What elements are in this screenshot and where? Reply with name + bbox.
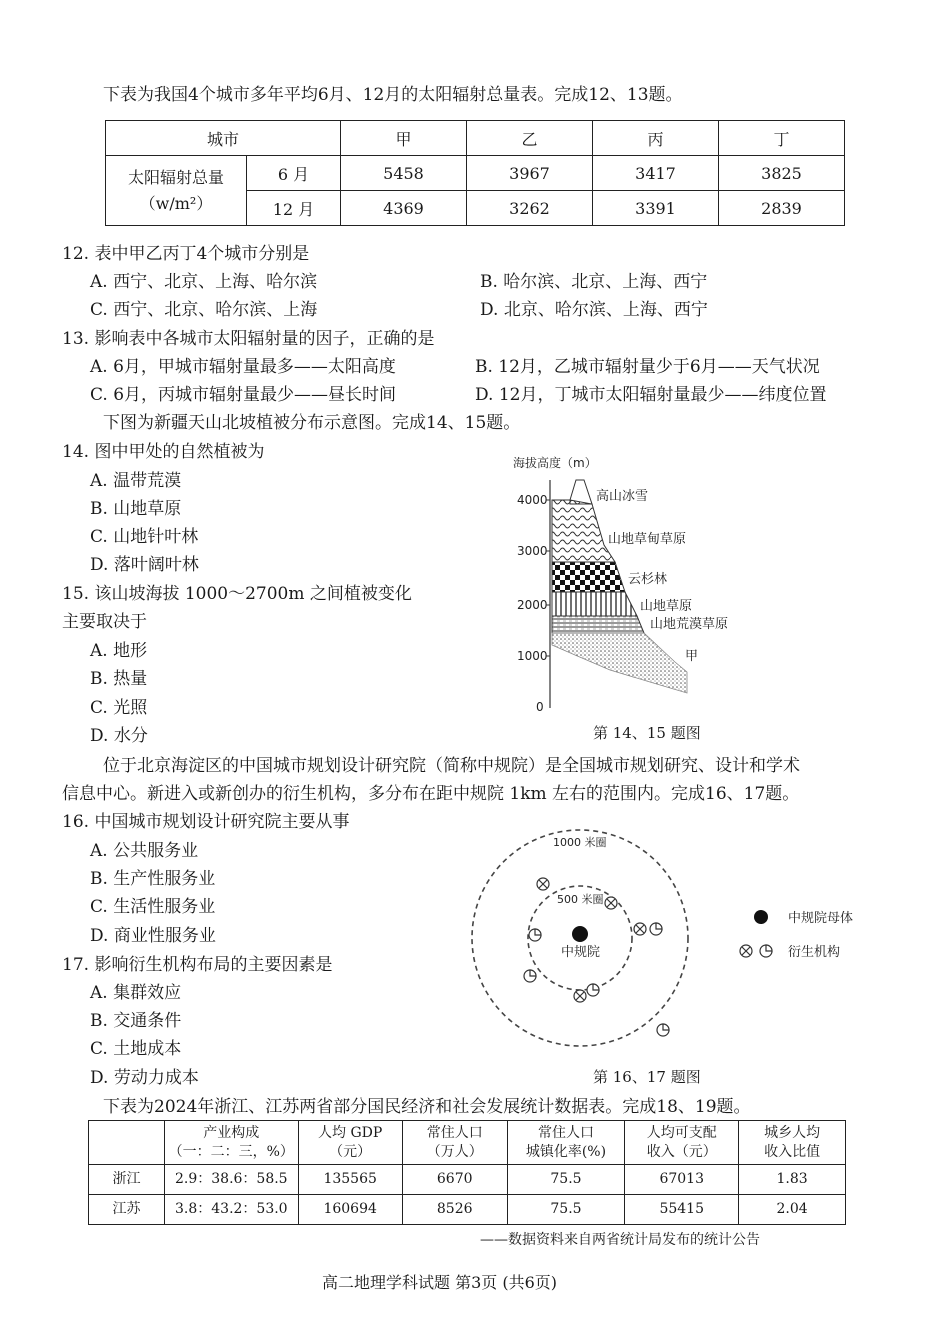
q15-option-b: B. 热量: [90, 669, 148, 689]
band-mountain-steppe: [552, 592, 637, 616]
fig1-label-desert-steppe: 山地荒漠草原: [650, 617, 729, 632]
table2-row-name: 浙江: [89, 1165, 165, 1195]
band-temperate-desert: [552, 633, 687, 693]
province-stats-table: [88, 1120, 846, 1225]
table1-month: 12 月: [247, 191, 341, 226]
table2-cell: 3.8：43.2：53.0: [165, 1195, 299, 1225]
page-footer: 高二地理学科试题 第3页 (共6页): [322, 1273, 558, 1292]
table2-cell: 55415: [625, 1195, 739, 1225]
q12-option-d: D. 北京、哈尔滨、上海、西宁: [480, 300, 708, 320]
derived-marker-cross: [605, 897, 617, 909]
q15-stem: 15. 该山坡海拔 1000～2700m 之间植被变化: [62, 584, 412, 604]
fig1-label-snow: 高山冰雪: [596, 489, 649, 504]
table2-header-line: 收入比值: [764, 1143, 821, 1160]
table2-header-line: 人均 GDP: [318, 1124, 383, 1141]
fig1-ytick: 4000: [517, 493, 548, 507]
q12-option-a: A. 西宁、北京、上海、哈尔滨: [90, 272, 318, 292]
table2-cell: 75.5: [507, 1165, 625, 1195]
table2-cell: 2.04: [739, 1195, 846, 1225]
table1-cell: 3825: [719, 156, 845, 191]
derived-marker-cross: [537, 878, 549, 890]
fig2-outer-label: 1000 米圈: [553, 836, 607, 849]
table2-source: ——数据资料来自两省统计局发布的统计公告: [480, 1232, 760, 1248]
table1-row-label: [106, 156, 247, 226]
derived-marker-pie: [657, 1024, 669, 1036]
fig2-legend-derived: 衍生机构: [788, 945, 841, 960]
table2-cell: 6670: [402, 1165, 507, 1195]
parent-institution-marker: [572, 926, 588, 942]
table2-header-line: 常住人口: [426, 1124, 483, 1141]
derived-marker-pie: [650, 923, 662, 935]
fig2-legend-parent: 中规院母体: [788, 911, 854, 926]
q16-option-c: C. 生活性服务业: [90, 897, 216, 917]
table2-cell: 75.5: [507, 1195, 625, 1225]
q14-option-c: C. 山地针叶林: [90, 527, 199, 547]
legend-derived-markers: [740, 945, 772, 957]
q14-option-a: A. 温带荒漠: [90, 471, 182, 491]
table1-row-label-2: （w/m²）: [139, 193, 213, 213]
q12-stem: 12. 表中甲乙丙丁4个城市分别是: [62, 244, 310, 264]
q15-option-a: A. 地形: [90, 641, 148, 661]
fig1-label-steppe: 山地草原: [640, 599, 693, 614]
table2-header: [165, 1121, 299, 1165]
intro-3-line2: 信息中心。新进入或新创办的衍生机构，多分布在距中规院 1km 左右的范围内。完成16、17题。: [62, 784, 800, 804]
table1-header-city-d: 丁: [719, 121, 845, 156]
derived-marker-pie: [529, 929, 541, 941]
q13-option-b: B. 12月，乙城市辐射量少于6月——天气状况: [475, 357, 820, 377]
q12-option-c: C. 西宁、北京、哈尔滨、上海: [90, 300, 318, 320]
table1-cell: 3417: [593, 156, 719, 191]
q17-option-d: D. 劳动力成本: [90, 1068, 199, 1088]
band-desert-steppe: [552, 616, 644, 633]
table2-cell: 2.9：38.6：58.5: [165, 1165, 299, 1195]
intro-1: 下表为我国4个城市多年平均6月、12月的太阳辐射总量表。完成12、13题。: [103, 85, 683, 105]
table1-row-label-1: 太阳辐射总量: [127, 167, 224, 187]
fig2-caption: 第 16、17 题图: [593, 1068, 701, 1086]
q16-option-d: D. 商业性服务业: [90, 926, 216, 946]
table2-cell: 8526: [402, 1195, 507, 1225]
intro-2: 下图为新疆天山北坡植被分布示意图。完成14、15题。: [103, 413, 521, 433]
intro-4: 下表为2024年浙江、江苏两省部分国民经济和社会发展统计数据表。完成18、19题。: [103, 1097, 751, 1117]
fig1-ytick: 2000: [517, 598, 548, 612]
table2-header: [507, 1121, 625, 1165]
fig1-ytick: 3000: [517, 544, 548, 558]
table2-cell: 160694: [298, 1195, 402, 1225]
table2-header: [402, 1121, 507, 1165]
table2-header: [625, 1121, 739, 1165]
table1-cell: 2839: [719, 191, 845, 226]
q12-option-b: B. 哈尔滨、北京、上海、西宁: [480, 272, 708, 292]
table2-cell: 1.83: [739, 1165, 846, 1195]
q13-option-c: C. 6月，丙城市辐射量最少——昼长时间: [90, 385, 397, 405]
vegetation-profile-figure: [500, 450, 760, 720]
table2-cell: 67013: [625, 1165, 739, 1195]
q14-stem: 14. 图中甲处的自然植被为: [62, 442, 265, 462]
q13-option-d: D. 12月，丁城市太阳辐射量最少——纬度位置: [475, 385, 827, 405]
table2-corner: [89, 1121, 165, 1165]
derived-institution-figure: [465, 825, 865, 1065]
table1-header-city: 城市: [106, 121, 341, 156]
derived-marker-cross: [634, 923, 646, 935]
table1-cell: 3262: [467, 191, 593, 226]
table1-cell: 3967: [467, 156, 593, 191]
q13-stem: 13. 影响表中各城市太阳辐射量的因子，正确的是: [62, 329, 435, 349]
q16-stem: 16. 中国城市规划设计研究院主要从事: [62, 812, 350, 832]
q15-option-c: C. 光照: [90, 698, 148, 718]
table2-header-line: （元）: [329, 1143, 372, 1160]
table2-row-name: 江苏: [89, 1195, 165, 1225]
table1-header-city-b: 乙: [467, 121, 593, 156]
q14-option-b: B. 山地草原: [90, 499, 182, 519]
q15-option-d: D. 水分: [90, 726, 148, 746]
fig2-center-label: 中规院: [561, 945, 601, 960]
q14-option-d: D. 落叶阔叶林: [90, 555, 199, 575]
fig1-label-spruce: 云杉林: [628, 572, 668, 587]
derived-marker-pie: [587, 984, 599, 996]
fig1-ytick: 0: [536, 700, 544, 714]
table1-month: 6 月: [247, 156, 341, 191]
fig1-label-meadow: 山地草甸草原: [608, 532, 687, 547]
table2-header-line: 常住人口: [537, 1124, 594, 1141]
q16-option-b: B. 生产性服务业: [90, 869, 216, 889]
fig1-caption: 第 14、15 题图: [593, 724, 701, 742]
band-spruce-forest: [552, 562, 625, 592]
table2-header-line: 收入（元）: [646, 1143, 717, 1160]
q13-option-a: A. 6月，甲城市辐射量最多——太阳高度: [90, 357, 396, 377]
fig1-ytick: 1000: [517, 649, 548, 663]
derived-marker-cross: [574, 990, 586, 1002]
table2-header-line: 城乡人均: [764, 1124, 821, 1141]
intro-3-line1: 位于北京海淀区的中国城市规划设计研究院（简称中规院）是全国城市规划研究、设计和学术: [103, 756, 800, 776]
fig1-label-jia: 甲: [685, 649, 699, 664]
q17-option-b: B. 交通条件: [90, 1011, 182, 1031]
table2-header: [298, 1121, 402, 1165]
fig1-ylabel: 海拔高度（m）: [513, 456, 597, 470]
table1-header-city-a: 甲: [341, 121, 467, 156]
derived-marker-pie: [524, 970, 536, 982]
table1-cell: 3391: [593, 191, 719, 226]
band-alpine-meadow: [552, 500, 615, 562]
q17-option-a: A. 集群效应: [90, 983, 182, 1003]
q17-option-c: C. 土地成本: [90, 1039, 182, 1059]
table1-cell: 5458: [341, 156, 467, 191]
fig2-inner-label: 500 米圈: [557, 893, 604, 906]
legend-parent-marker: [754, 910, 768, 924]
table1-header-city-c: 丙: [593, 121, 719, 156]
table2-header-line: 城镇化率(%): [525, 1143, 607, 1160]
table1-cell: 4369: [341, 191, 467, 226]
q17-stem: 17. 影响衍生机构布局的主要因素是: [62, 955, 333, 975]
q16-option-a: A. 公共服务业: [90, 841, 199, 861]
table2-header: [739, 1121, 846, 1165]
table2-header-line: （一：二：三，%）: [168, 1143, 294, 1160]
table2-header-line: （万人）: [426, 1143, 483, 1160]
radiation-table: [105, 120, 845, 226]
table2-header-line: 人均可支配: [646, 1124, 717, 1141]
table2-cell: 135565: [298, 1165, 402, 1195]
q15-stem-cont: 主要取决于: [62, 612, 147, 632]
table2-header-line: 产业构成: [203, 1124, 260, 1141]
